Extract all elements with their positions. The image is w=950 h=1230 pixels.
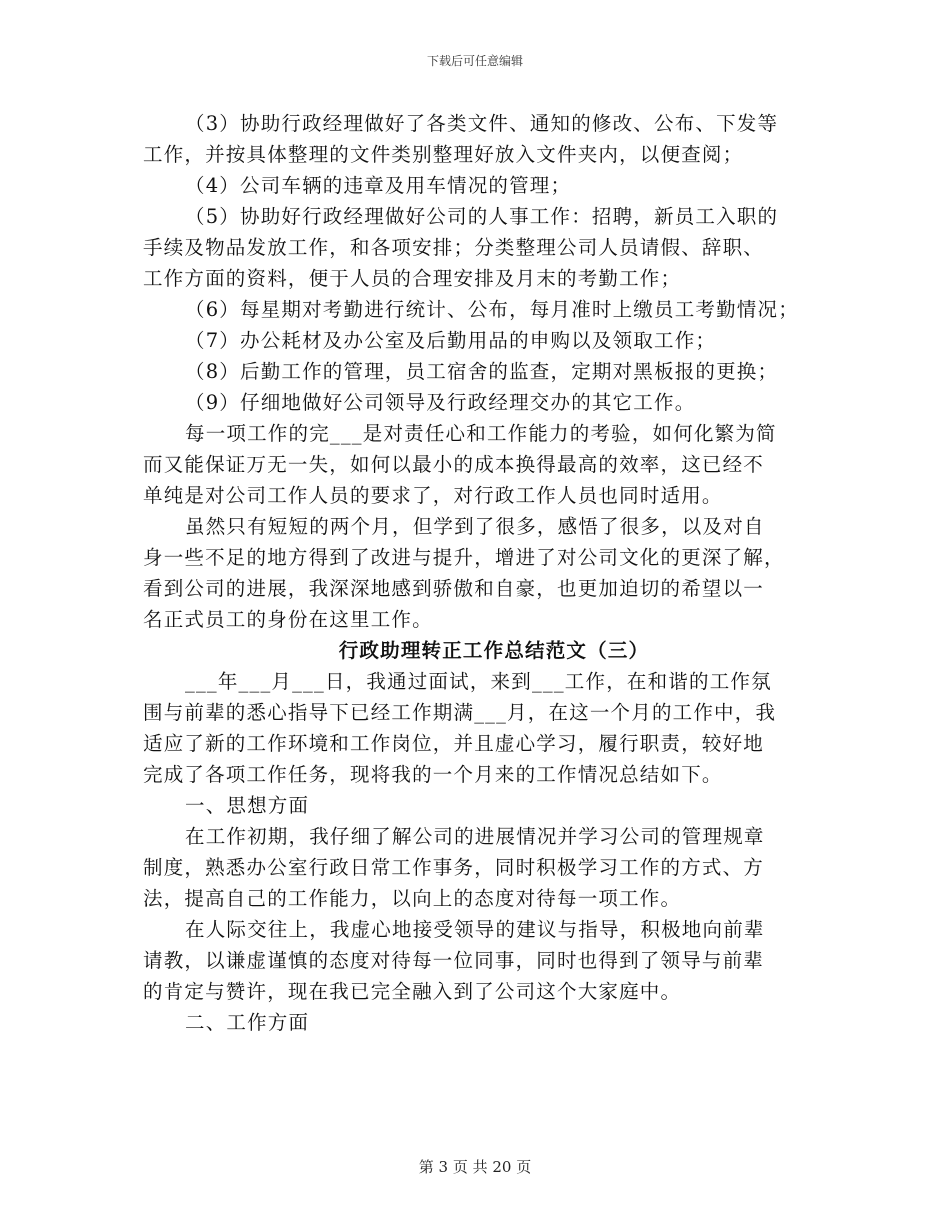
paragraph-line: 完成了各项工作任务，现将我的一个月来的工作情况总结如下。 <box>143 763 723 786</box>
list-item-5: （5）协助好行政经理做好公司的人事工作：招聘，新员工入职的 <box>185 205 779 228</box>
list-item-9: （9）仔细地做好公司领导及行政经理交办的其它工作。 <box>185 391 696 414</box>
list-item-5-cont: 手续及物品发放工作，和各项安排；分类整理公司人员请假、辞职、 <box>143 236 765 259</box>
paragraph-line: 单纯是对公司工作人员的要求了，对行政工作人员也同时适用。 <box>143 484 723 507</box>
subheading-thought: 一、思想方面 <box>185 794 310 817</box>
paragraph-line: 而又能保证万无一失，如何以最小的成本换得最高的效率，这已经不 <box>143 453 765 476</box>
paragraph-line: 在工作初期，我仔细了解公司的进展情况并学习公司的管理规章 <box>185 825 765 848</box>
list-item-3-cont: 工作，并按具体整理的文件类别整理好放入文件夹内，以便查阅； <box>143 143 744 166</box>
paragraph-line: 围与前辈的悉心指导下已经工作期满___月，在这一个月的工作中，我 <box>143 701 777 724</box>
list-item-4: （4）公司车辆的违章及用车情况的管理； <box>185 174 572 197</box>
paragraph-line: 的肯定与赞许，现在我已完全融入到了公司这个大家庭中。 <box>143 980 682 1003</box>
section-heading: 行政助理转正工作总结范文（三） <box>338 639 650 662</box>
list-item-5-cont: 工作方面的资料，便于人员的合理安排及月末的考勤工作； <box>143 267 682 290</box>
paragraph-line: 虽然只有短短的两个月，但学到了很多，感悟了很多，以及对自 <box>185 515 765 538</box>
document-body <box>143 108 815 1038</box>
list-item-3: （3）协助行政经理做好了各类文件、通知的修改、公布、下发等 <box>185 112 779 135</box>
paragraph-line: 在人际交往上，我虚心地接受领导的建议与指导，积极地向前辈 <box>185 918 765 941</box>
paragraph-line: 名正式员工的身份在这里工作。 <box>143 608 433 631</box>
paragraph-line: 请教，以谦虚谨慎的态度对待每一位同事，同时也得到了领导与前辈 <box>143 949 765 972</box>
paragraph-line: 看到公司的进展，我深深地感到骄傲和自豪，也更加迫切的希望以一 <box>143 577 765 600</box>
paragraph-line: 适应了新的工作环境和工作岗位，并且虚心学习，履行职责，较好地 <box>143 732 765 755</box>
paragraph-line: 每一项工作的完___是对责任心和工作能力的考验，如何化繁为简 <box>185 422 777 445</box>
paragraph-line: 法，提高自己的工作能力，以向上的态度对待每一项工作。 <box>143 887 682 910</box>
page-number-footer: 第 3 页 共 20 页 <box>418 1158 532 1176</box>
subheading-work: 二、工作方面 <box>185 1011 310 1034</box>
list-item-6: （6）每星期对考勤进行统计、公布，每月准时上缴员工考勤情况； <box>185 298 799 321</box>
paragraph-line: 身一些不足的地方得到了改进与提升，增进了对公司文化的更深了解， <box>143 546 785 569</box>
page-header-note: 下载后可任意编辑 <box>426 54 523 68</box>
list-item-7: （7）办公耗材及办公室及后勤用品的申购以及领取工作； <box>185 329 717 352</box>
paragraph-line: 制度，熟悉办公室行政日常工作事务，同时积极学习工作的方式、方 <box>143 856 765 879</box>
list-item-8: （8）后勤工作的管理，员工宿舍的监查，定期对黑板报的更换； <box>185 360 779 383</box>
paragraph-line: ___年___月___日，我通过面试，来到___工作，在和谐的工作氛 <box>185 670 772 693</box>
